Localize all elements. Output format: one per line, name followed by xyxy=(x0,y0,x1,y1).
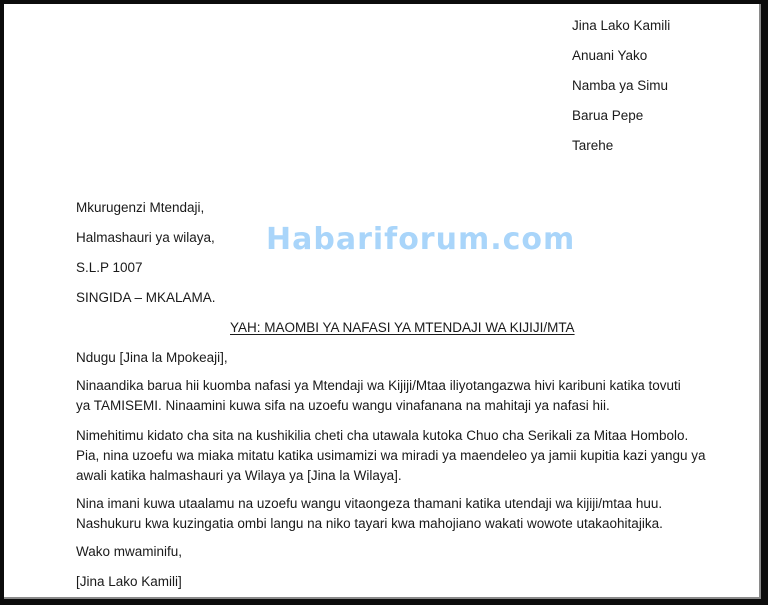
paragraph-line: Pia, nina uzoefu wa miaka mitatu katika usimamizi wa miradi ya maendeleo ya jamii kupitia kazi yangu ya xyxy=(76,448,706,463)
paragraph-line: Nina imani kuwa utaalamu na uzoefu wangu vitaongeza thamani katika utendaji wa kijiji/mtaa huu. xyxy=(76,496,663,511)
sender-email: Barua Pepe xyxy=(572,108,644,123)
paragraph-line: ya TAMISEMI. Ninaamini kuwa sifa na uzoefu wangu vinafanana na mahitaji ya nafasi hii. xyxy=(76,398,610,413)
sender-name: Jina Lako Kamili xyxy=(572,18,671,33)
paragraph-intro xyxy=(76,376,716,416)
sender-phone: Namba ya Simu xyxy=(572,78,669,93)
sender-address: Anuani Yako xyxy=(572,48,648,63)
paragraph-qualifications xyxy=(76,426,716,486)
paragraph-line: Nimehitimu kidato cha sita na kushikilia cheti cha utawala kutoka Chuo cha Serikali za Mitaa Hombolo. xyxy=(76,428,689,443)
recipient-location: SINGIDA – MKALAMA. xyxy=(76,290,216,305)
paragraph-line: Ninaandika barua hii kuomba nafasi ya Mtendaji wa Kijiji/Mtaa iliyotangazwa hivi karibuni katika tovuti xyxy=(76,378,681,393)
paragraph-line: awali katika halmashauri ya Wilaya ya [Jina la Wilaya]. xyxy=(76,468,402,483)
signature: [Jina Lako Kamili] xyxy=(76,574,182,589)
paragraph-line: Nashukuru kwa kuzingatia ombi langu na niko tayari kwa mahojiano wakati wowote utakaohitajika. xyxy=(76,516,663,531)
watermark: Habariforum.com xyxy=(266,222,576,257)
recipient-po-box: S.L.P 1007 xyxy=(76,260,143,275)
letter-page xyxy=(4,4,761,599)
recipient-office: Halmashauri ya wilaya, xyxy=(76,230,215,245)
subject-line: YAH: MAOMBI YA NAFASI YA MTENDAJI WA KIJIJI/MTA xyxy=(230,320,575,335)
paragraph-closing xyxy=(76,494,716,534)
sender-date: Tarehe xyxy=(572,138,614,153)
salutation: Ndugu [Jina la Mpokeaji], xyxy=(76,350,228,365)
closing: Wako mwaminifu, xyxy=(76,544,183,559)
recipient-title: Mkurugenzi Mtendaji, xyxy=(76,200,205,215)
